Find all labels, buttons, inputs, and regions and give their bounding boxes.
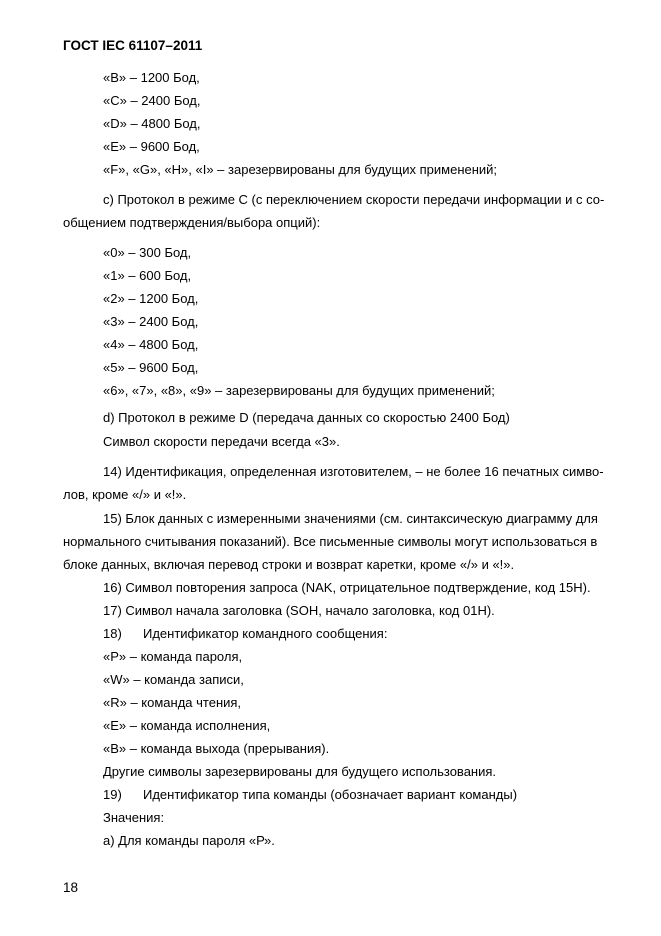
text-line: d) Протокол в режиме D (передача данных со скоростью 2400 Бод) xyxy=(103,410,510,425)
text-line xyxy=(103,626,387,642)
text-line: «P» – команда пароля, xyxy=(103,649,243,664)
text-line: «3» – 2400 Бод, xyxy=(103,314,199,329)
text-line: Значения: xyxy=(103,810,165,825)
item-number: 18) xyxy=(103,626,122,641)
text-line: общением подтверждения/выбора опций): xyxy=(63,215,321,230)
text-line: «B» – команда выхода (прерывания). xyxy=(103,741,330,756)
text-line: «F», «G», «H», «I» – зарезервированы для будущих применений; xyxy=(103,162,498,177)
document-header: ГОСТ IEC 61107–2011 xyxy=(63,38,203,53)
text-line: «W» – команда записи, xyxy=(103,672,244,687)
item-text: Идентификатор типа команды (обозначает вариант команды) xyxy=(143,787,518,802)
text-line: 17) Символ начала заголовка (SOH, начало заголовка, код 01Н). xyxy=(103,603,495,618)
text-line: 16) Символ повторения запроса (NAK, отрицательное подтверждение, код 15Н). xyxy=(103,580,591,595)
text-line: «C» – 2400 Бод, xyxy=(103,93,201,108)
text-line: c) Протокол в режиме С (с переключением скорости передачи информации и с со- xyxy=(103,192,605,207)
text-line: «5» – 9600 Бод, xyxy=(103,360,199,375)
text-line: «B» – 1200 Бод, xyxy=(103,70,200,85)
text-line: «D» – 4800 Бод, xyxy=(103,116,201,131)
item-number: 19) xyxy=(103,787,122,802)
text-line: лов, кроме «/» и «!». xyxy=(63,487,187,502)
text-line: блоке данных, включая перевод строки и возврат каретки, кроме «/» и «!». xyxy=(63,557,515,572)
text-line: «R» – команда чтения, xyxy=(103,695,242,710)
text-line: Другие символы зарезервированы для будущего использования. xyxy=(103,764,497,779)
text-line: 14) Идентификация, определенная изготовителем, – не более 16 печатных симво- xyxy=(103,464,604,479)
text-line: «E» – команда исполнения, xyxy=(103,718,271,733)
text-line xyxy=(103,787,517,803)
text-line: «4» – 4800 Бод, xyxy=(103,337,199,352)
text-line: «E» – 9600 Бод, xyxy=(103,139,200,154)
text-line: «1» – 600 Бод, xyxy=(103,268,192,283)
text-line: «2» – 1200 Бод, xyxy=(103,291,199,306)
item-text: Идентификатор командного сообщения: xyxy=(143,626,388,641)
text-line: «0» – 300 Бод, xyxy=(103,245,192,260)
text-line: а) Для команды пароля «Р». xyxy=(103,833,275,848)
text-line: 15) Блок данных с измеренными значениями (см. синтаксическую диаграмму для xyxy=(103,511,598,526)
page-number: 18 xyxy=(63,880,79,895)
text-line: «6», «7», «8», «9» – зарезервированы для будущих применений; xyxy=(103,383,495,398)
text-line: нормального считывания показаний). Все письменные символы могут использоваться в xyxy=(63,534,598,549)
text-line: Символ скорости передачи всегда «3». xyxy=(103,434,340,449)
